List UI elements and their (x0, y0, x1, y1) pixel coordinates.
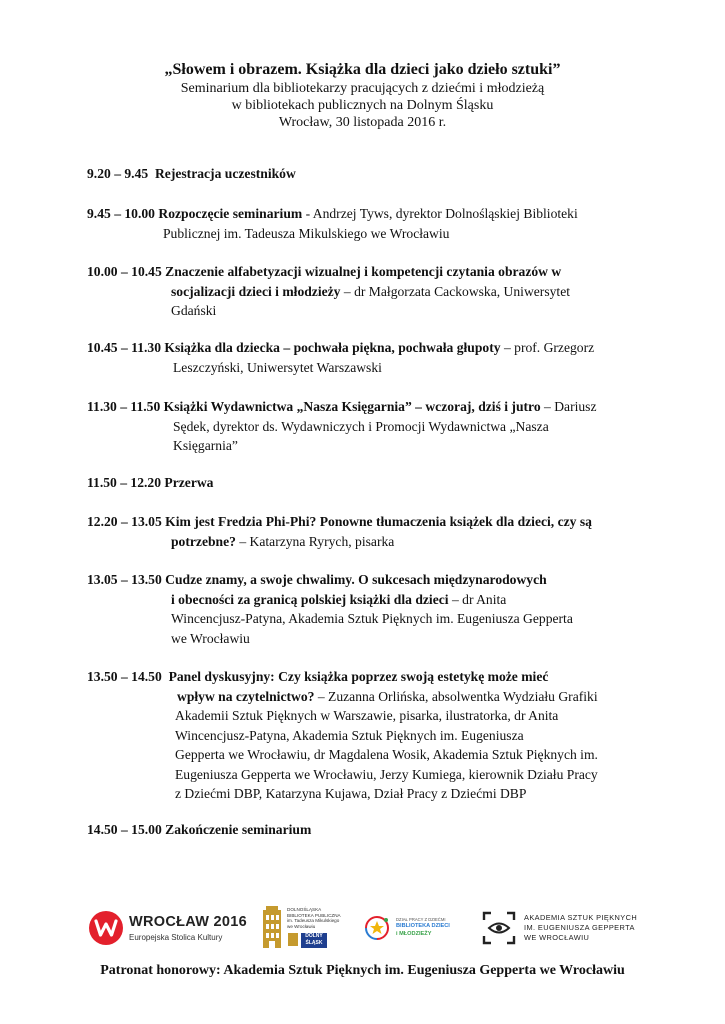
children-library-line-3: i MŁODZIEŻY (396, 931, 432, 937)
agenda-continuation: Księgarnia” (173, 438, 238, 453)
agenda-time: 9.20 – 9.45 (87, 166, 149, 181)
eagle-crest-icon (288, 933, 298, 946)
dbp-line: BIBLIOTEKA PUBLICZNA (287, 912, 341, 918)
asp-emblem-icon (480, 909, 518, 947)
agenda-item (87, 164, 647, 184)
dbp-logo-text (287, 907, 341, 929)
agenda-title: Przerwa (164, 475, 214, 490)
library-building-icon (260, 906, 284, 950)
dbp-line: im. Tadeusza Mikulskiego (287, 918, 340, 923)
agenda-title: Zakończenie seminarium (165, 822, 312, 837)
agenda-item (87, 473, 647, 493)
asp-line: IM. EUGENIUSZA GEPPERTA (524, 923, 635, 932)
document-header (0, 60, 725, 131)
wroclaw-logo-title: WROCŁAW 2016 (129, 914, 248, 930)
agenda-time: 10.45 – 11.30 (87, 340, 162, 355)
agenda-title: Książki Wydawnictwa „Nasza Księgarnia” – wczoraj, dziś i jutro (163, 399, 541, 414)
agenda-time: 11.30 – 11.50 (87, 399, 161, 414)
agenda-continuation: Gdański (171, 303, 217, 318)
children-library-line-1: DZIAŁ PRACY Z DZIEĆMI (396, 917, 446, 922)
agenda-time: 13.50 – 14.50 (87, 669, 162, 684)
agenda-continuation: Publicznej im. Tadeusza Mikulskiego we Wrocławiu (163, 225, 450, 241)
agenda-item (87, 820, 647, 840)
wroclaw-logo-subtitle: Europejska Stolica Kultury (129, 933, 223, 942)
agenda-item (87, 338, 647, 377)
badge-line: ŚLĄSK (305, 940, 323, 946)
agenda-continuation: Leszczyński, Uniwersytet Warszawski (173, 359, 382, 375)
wroclaw-w-icon (88, 910, 124, 946)
agenda-time: 10.00 – 10.45 (87, 264, 162, 279)
agenda-item (87, 204, 647, 243)
dbp-line: we Wrocławiu (287, 923, 316, 929)
dbp-logo (260, 903, 350, 953)
agenda-title-cont: socjalizacji dzieci i młodzieży (171, 283, 341, 299)
agenda-title-cont: potrzebne? (171, 533, 236, 549)
agenda-continuation: z Dziećmi DBP, Katarzyna Kujawa, Dział Pracy z Dziećmi DBP (175, 786, 527, 801)
colorful-star-icon (360, 911, 394, 945)
agenda-time: 12.20 – 13.05 (87, 514, 162, 529)
agenda-time: 13.05 – 13.50 (87, 572, 162, 587)
agenda-time: 9.45 – 10.00 (87, 206, 155, 221)
asp-logo (480, 903, 645, 953)
agenda-time: 11.50 – 12.20 (87, 475, 162, 490)
honorary-patronage: Patronat honorowy: Akademia Sztuk Pięknych im. Eugeniusza Gepperta we Wrocławiu (100, 963, 625, 978)
partner-logos (0, 903, 725, 953)
agenda-title: Książka dla dziecka – pochwała piękna, pochwała głupoty (164, 340, 501, 355)
agenda-item (87, 397, 647, 456)
agenda-title: Panel dyskusyjny: Czy książka poprzez swoją estetykę może mieć (168, 669, 549, 684)
agenda-item (87, 667, 647, 804)
agenda-title: Kim jest Fredzia Phi-Phi? Ponowne tłumaczenia książek dla dzieci, czy są (165, 514, 592, 529)
agenda-speaker: – Katarzyna Ryrych, pisarka (235, 533, 395, 549)
agenda-speaker: – dr Anita (448, 591, 507, 607)
agenda-title: Znaczenie alfabetyzacji wizualnej i kompetencji czytania obrazów w (165, 264, 562, 279)
agenda-time: 14.50 – 15.00 (87, 822, 162, 837)
agenda-continuation: we Wrocławiu (171, 630, 250, 646)
asp-line: WE WROCŁAWIU (524, 933, 590, 942)
children-library-logo (360, 903, 470, 953)
asp-logo-text (524, 913, 637, 943)
agenda-speaker: – prof. Grzegorz (500, 340, 595, 355)
dbp-line: DOLNOŚLĄSKA (287, 907, 322, 912)
agenda-continuation: Akademii Sztuk Pięknych w Warszawie, pisarka, ilustratorka, dr Anita (175, 708, 559, 723)
agenda-continuation: Wincencjusz-Patyna, Akademia Sztuk Pięknych im. Eugeniusza Gepperta (171, 611, 573, 626)
agenda-item (87, 570, 647, 648)
agenda-continuation: Sędek, dyrektor ds. Wydawniczych i Promocji Wydawnictwa „Nasza (173, 418, 549, 434)
agenda-speaker: – dr Małgorzata Cackowska, Uniwersytet (340, 283, 570, 299)
badge-line: DOLNY (305, 933, 323, 939)
agenda-title: Rozpoczęcie seminarium (158, 206, 303, 221)
dolny-slask-badge (301, 933, 327, 948)
agenda-continuation: Gepperta we Wrocławiu, dr Magdalena Wosik, Akademia Sztuk Pięknych im. (175, 747, 598, 762)
wroclaw-2016-logo (88, 903, 248, 953)
seminar-title: „Słowem i obrazem. Książka dla dzieci jako dzieło sztuki” (164, 61, 561, 78)
agenda-speaker: – Dariusz (540, 399, 597, 414)
date-place: Wrocław, 30 listopada 2016 r. (278, 115, 447, 130)
agenda-title-cont: i obecności za granicą polskiej książki dla dzieci (171, 591, 449, 607)
subtitle-line-1: Seminarium dla bibliotekarzy pracujących z dziećmi i młodzieżą (180, 81, 545, 96)
subtitle-line-2: w bibliotekach publicznych na Dolnym Śląsku (231, 98, 494, 113)
agenda-continuation: Eugeniusza Gepperta we Wrocławiu, Jerzy Kumiega, kierownik Działu Pracy (175, 766, 598, 782)
agenda-speaker: - Andrzej Tyws, dyrektor Dolnośląskiej Biblioteki (302, 206, 578, 221)
agenda-title: Cudze znamy, a swoje chwalimy. O sukcesach międzynarodowych (165, 572, 547, 587)
asp-line: AKADEMIA SZTUK PIĘKNYCH (524, 913, 638, 922)
agenda-speaker: – Zuzanna Orlińska, absolwentka Wydziału Grafiki (314, 688, 598, 704)
agenda-item (87, 512, 647, 551)
agenda-title: Rejestracja uczestników (154, 166, 296, 181)
children-library-line-2: BIBLIOTEKA DZIECI (396, 923, 450, 929)
agenda-item (87, 262, 647, 321)
agenda-continuation: Wincencjusz-Patyna, Akademia Sztuk Pięknych im. Eugeniusza (175, 727, 524, 743)
agenda-title-cont: wpływ na czytelnictwo? (177, 688, 315, 704)
